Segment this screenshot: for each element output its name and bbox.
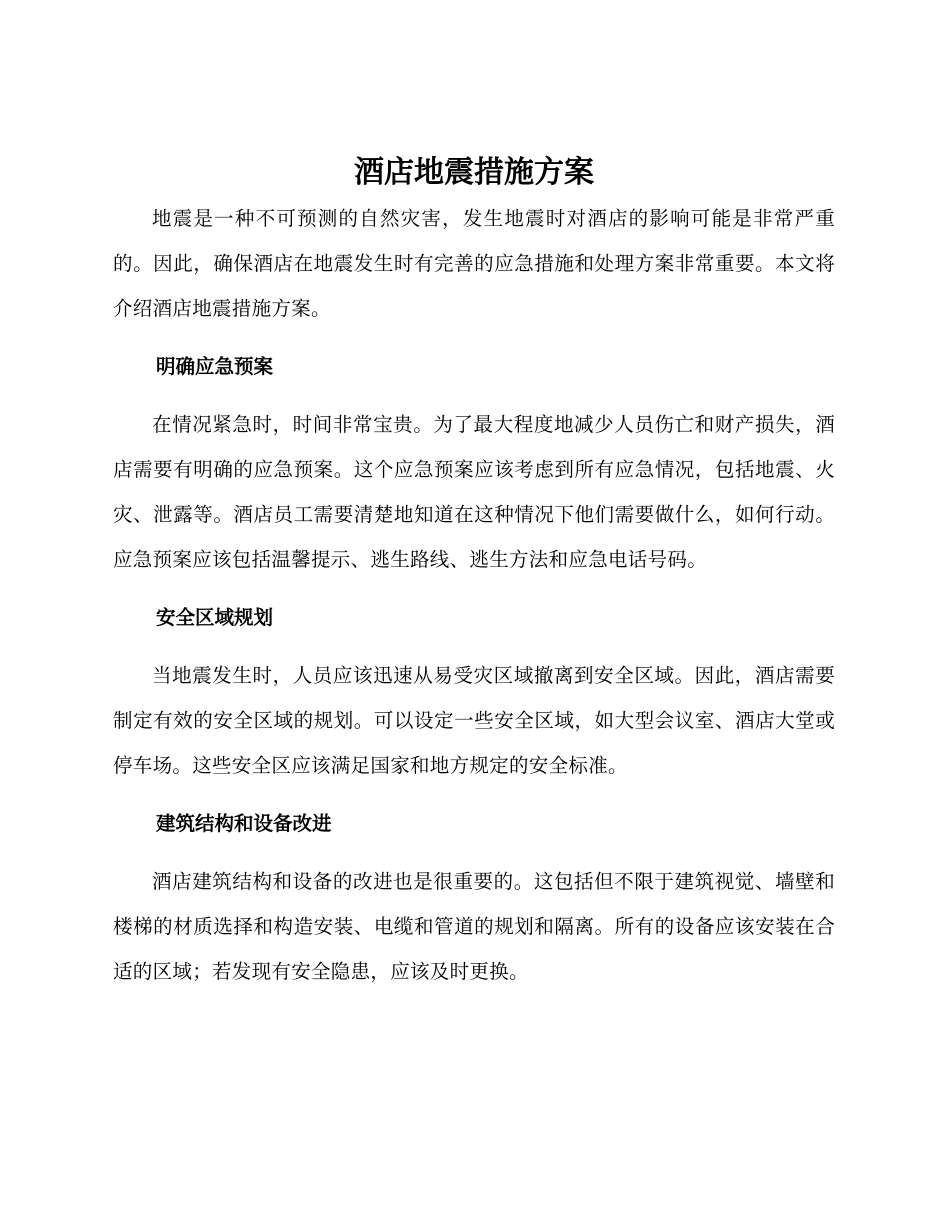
document-body — [113, 150, 835, 994]
section-heading-emergency-plan: 明确应急预案 — [156, 355, 274, 378]
section-body-structure-improvement: 酒店建筑结构和设备的改进也是很重要的。这包括但不限于建筑视觉、墙壁和楼梯的材质选择和构造安装、电缆和管道的规划和隔离。所有的设备应该安装在合适的区域；若发现有安全隐患，应该及时更换。 — [113, 870, 835, 983]
section-heading-safe-zone: 安全区域规划 — [156, 606, 274, 629]
section-body-emergency-plan: 在情况紧急时，时间非常宝贵。为了最大程度地减少人员伤亡和财产损失，酒店需要有明确的应急预案。这个应急预案应该考虑到所有应急情况，包括地震、火灾、泄露等。酒店员工需要清楚地知道在这种情况下他们需要做什么，如何行动。应急预案应该包括温馨提示、逃生路线、逃生方法和应急电话号码。 — [113, 413, 835, 571]
section-heading-structure-improvement: 建筑结构和设备改进 — [156, 812, 332, 835]
section-body-safe-zone: 当地震发生时，人员应该迅速从易受灾区域撤离到安全区域。因此，酒店需要制定有效的安全区域的规划。可以设定一些安全区域，如大型会议室、酒店大堂或停车场。这些安全区应该满足国家和地方规定的安全标准。 — [113, 664, 835, 777]
intro-paragraph: 地震是一种不可预测的自然灾害，发生地震时对酒店的影响可能是非常严重的。因此，确保酒店在地震发生时有完善的应急措施和处理方案非常重要。本文将介绍酒店地震措施方案。 — [113, 207, 835, 320]
document-title: 酒店地震措施方案 — [354, 155, 594, 190]
